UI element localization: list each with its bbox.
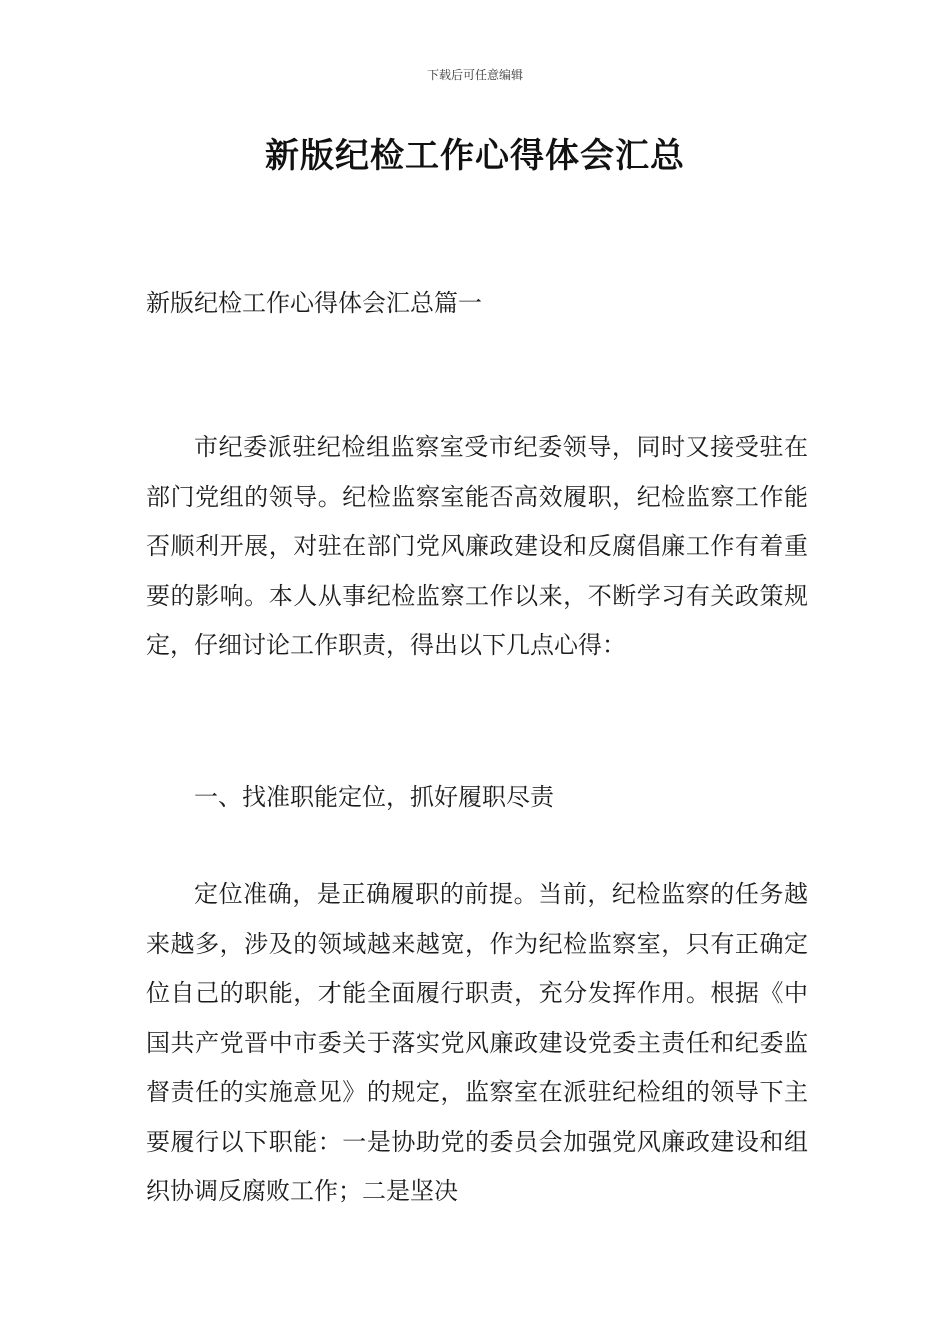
subheading-one: 一、找准职能定位，抓好履职尽责 xyxy=(194,783,554,811)
paragraph-positioning: 定位准确，是正确履职的前提。当前，纪检监察的任务越来越多，涉及的领域越来越宽，作为纪检监察室，只有正确定位自己的职能，才能全面履行职责，充分发挥作用。根据《中国共产党晋中市委关于落实党风廉政建设党委主责任和纪委监督责任的实施意见》的规定，监察室在派驻纪检组的领导下主要履行以下职能：一是协助党的委员会加强党风廉政建设和组织协调反腐败工作；二是坚决 xyxy=(146,880,808,1205)
document-title: 新版纪检工作心得体会汇总 xyxy=(265,136,685,176)
section-heading: 新版纪检工作心得体会汇总篇一 xyxy=(146,289,482,317)
download-note: 下载后可任意编辑 xyxy=(426,68,523,82)
paragraph-intro: 市纪委派驻纪检组监察室受市纪委领导，同时又接受驻在部门党组的领导。纪检监察室能否高效履职，纪检监察工作能否顺利开展，对驻在部门党风廉政建设和反腐倡廉工作有着重要的影响。本人从事纪检监察工作以来，不断学习有关政策规定，仔细讨论工作职责，得出以下几点心得： xyxy=(146,433,808,659)
